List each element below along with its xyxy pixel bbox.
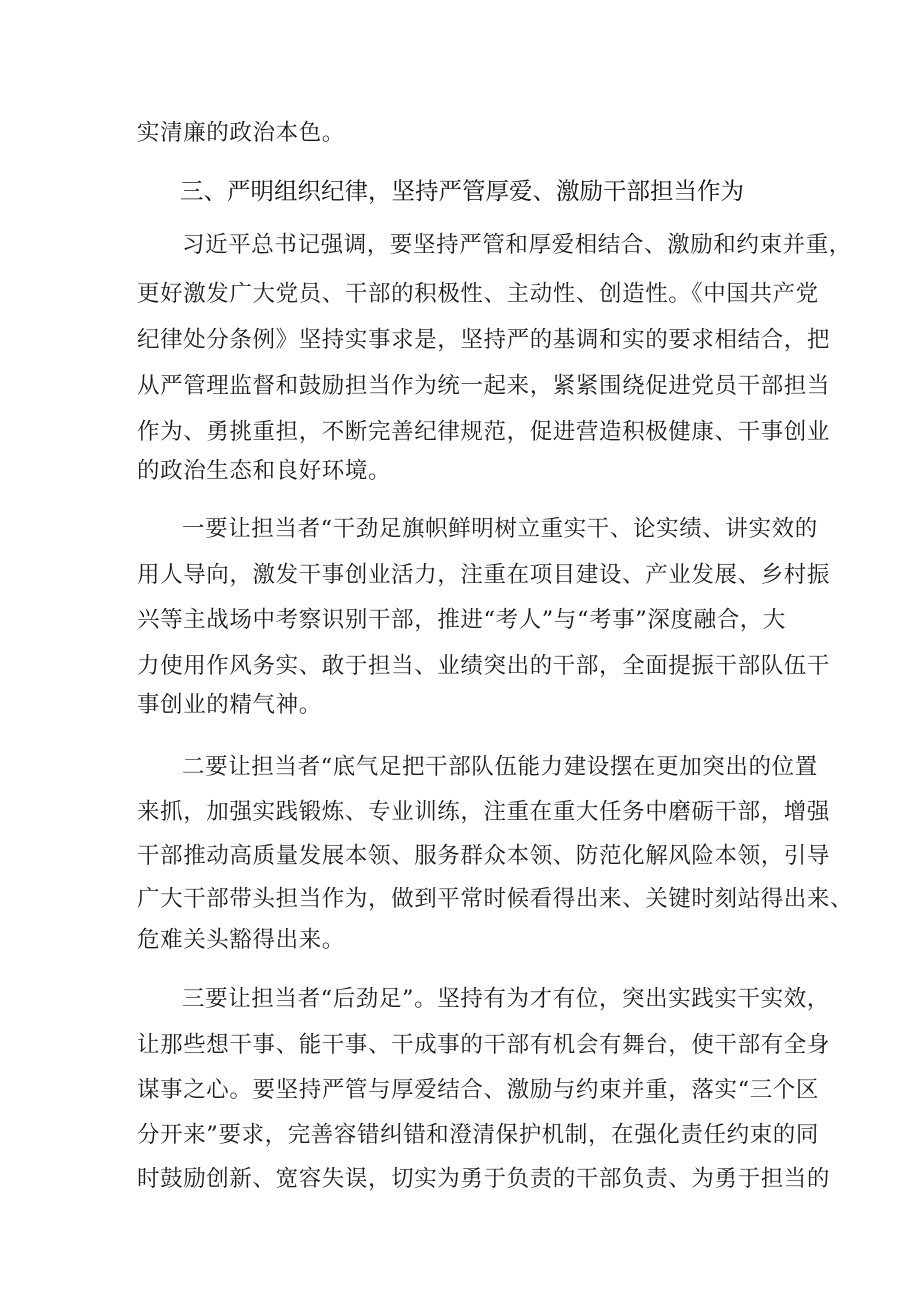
paragraph-line: 从严管理监督和鼓励担当作为统一起来，紧紧围绕促进党员干部担当 (137, 373, 831, 399)
paragraph-line: 习近平总书记强调，要坚持严管和厚爱相结合、激励和约束并重， (182, 232, 852, 258)
section-heading: 三、严明组织纪律，坚持严管厚爱、激励干部担当作为 (180, 177, 744, 205)
paragraph-line: 的政治生态和良好环境。 (137, 458, 392, 484)
paragraph-line: 广大干部带头担当作为，做到平常时候看得出来、关键时刻站得出来、 (137, 886, 854, 912)
paragraph-line: 干部推动高质量发展本领、服务群众本领、防范化解风险本领，引导 (137, 843, 831, 869)
paragraph-line: 让那些想干事、能干事、干成事的干部有机会有舞台，使干部有全身 (137, 1032, 831, 1058)
paragraph-line: 用人导向，激发干事创业活力，注重在项目建设、产业发展、乡村振 (137, 562, 831, 588)
paragraph-line: 更好激发广大党员、干部的积极性、主动性、创造性。《中国共产党 (137, 281, 819, 307)
paragraph-line: 三要让担当者“后劲足”。坚持有为才有位，突出实践实干实效， (182, 986, 830, 1012)
paragraph-line: 二要让担当者“底气足把干部队伍能力建设摆在更加突出的位置 (182, 754, 818, 780)
paragraph-line: 事创业的精气神。 (137, 692, 322, 718)
paragraph-line: 时鼓励创新、宽容失误，切实为勇于负责的干部负责、为勇于担当的 (137, 1166, 831, 1192)
paragraph-line: 谋事之心。要坚持严管与厚爱结合、激励与约束并重，落实“三个区 (137, 1077, 820, 1103)
paragraph-line: 力使用作风务实、敢于担当、业绩突出的干部，全面提振干部队伍干 (137, 653, 831, 679)
intro-tail-line: 实清廉的政治本色。 (137, 120, 345, 146)
paragraph-line: 来抓，加强实践锻炼、专业训练，注重在重大任务中磨砺干部，增强 (137, 799, 831, 825)
paragraph-line: 兴等主战场中考察识别干部，推进“考人”与“考事”深度融合，大 (137, 607, 787, 633)
paragraph-line: 作为、勇挑重担，不断完善纪律规范，促进营造积极健康、干事创业 (137, 419, 831, 445)
paragraph-line: 纪律处分条例》坚持实事求是，坚持严的基调和实的要求相结合，把 (137, 327, 831, 353)
paragraph-line: 危难关头豁得出来。 (137, 927, 345, 953)
paragraph-line: 分开来”要求，完善容错纠错和澄清保护机制，在强化责任约束的同 (137, 1122, 820, 1148)
paragraph-line: 一要让担当者“干劲足旗帜鲜明树立重实干、论实绩、讲实效的 (182, 516, 818, 542)
